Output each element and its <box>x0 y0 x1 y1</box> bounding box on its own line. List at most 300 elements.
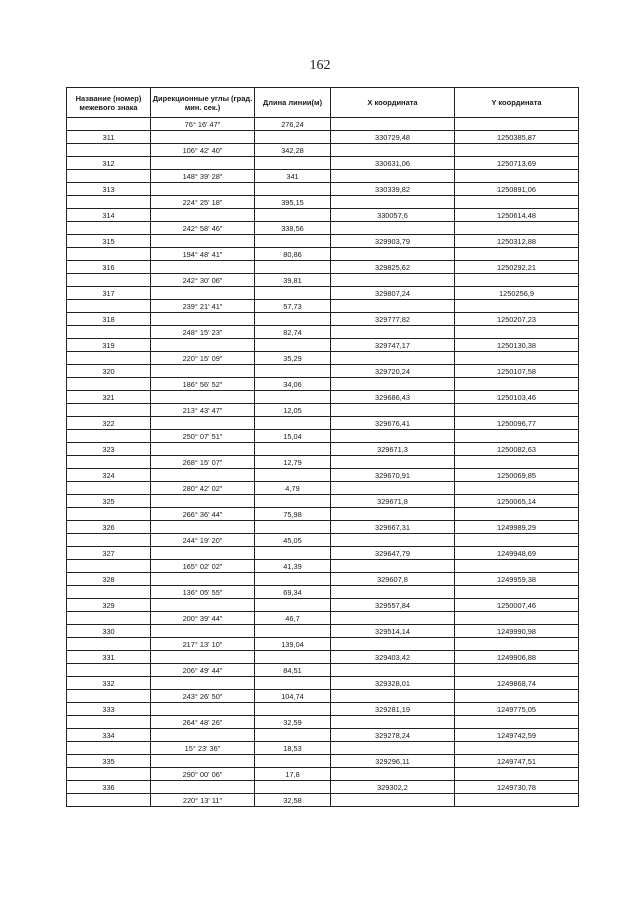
cell-mark-name: 332 <box>67 677 151 690</box>
cell-y-coordinate <box>455 508 579 521</box>
cell-mark-name <box>67 768 151 781</box>
cell-mark-name: 314 <box>67 209 151 222</box>
cell-y-coordinate: 1250065,14 <box>455 495 579 508</box>
cell-mark-name: 331 <box>67 651 151 664</box>
cell-y-coordinate <box>455 664 579 677</box>
cell-length: 15,04 <box>255 430 331 443</box>
cell-y-coordinate: 1249959,38 <box>455 573 579 586</box>
table-row <box>67 443 579 456</box>
cell-length: 35,29 <box>255 352 331 365</box>
cell-angle: 224° 25' 18" <box>151 196 255 209</box>
table-row <box>67 768 579 781</box>
cell-x-coordinate: 329686,43 <box>331 391 455 404</box>
cell-length: 395,15 <box>255 196 331 209</box>
cell-length <box>255 443 331 456</box>
cell-mark-name: 334 <box>67 729 151 742</box>
header-mark-name: Название (номер) межевого знака <box>67 88 151 118</box>
table-row <box>67 248 579 261</box>
cell-y-coordinate: 1250130,38 <box>455 339 579 352</box>
cell-x-coordinate: 329647,79 <box>331 547 455 560</box>
cell-length <box>255 417 331 430</box>
table-row <box>67 573 579 586</box>
cell-mark-name: 327 <box>67 547 151 560</box>
cell-x-coordinate <box>331 664 455 677</box>
cell-length: 338,56 <box>255 222 331 235</box>
cell-x-coordinate <box>331 768 455 781</box>
cell-x-coordinate <box>331 378 455 391</box>
table-row <box>67 482 579 495</box>
cell-angle: 194° 48' 41" <box>151 248 255 261</box>
cell-angle <box>151 417 255 430</box>
table-row <box>67 755 579 768</box>
cell-length <box>255 339 331 352</box>
table-row <box>67 300 579 313</box>
cell-length <box>255 235 331 248</box>
cell-mark-name <box>67 196 151 209</box>
cell-mark-name: 320 <box>67 365 151 378</box>
cell-mark-name: 326 <box>67 521 151 534</box>
cell-length <box>255 365 331 378</box>
cell-mark-name: 330 <box>67 625 151 638</box>
table-row <box>67 651 579 664</box>
cell-x-coordinate: 329607,8 <box>331 573 455 586</box>
cell-angle <box>151 339 255 352</box>
table-row <box>67 131 579 144</box>
cell-angle: 290° 00' 06" <box>151 768 255 781</box>
cell-y-coordinate <box>455 586 579 599</box>
cell-x-coordinate <box>331 586 455 599</box>
cell-angle: 244° 19' 20" <box>151 534 255 547</box>
cell-x-coordinate <box>331 118 455 131</box>
cell-angle: 148° 39' 28" <box>151 170 255 183</box>
cell-y-coordinate <box>455 274 579 287</box>
cell-y-coordinate <box>455 352 579 365</box>
table-row <box>67 586 579 599</box>
cell-y-coordinate: 1249775,05 <box>455 703 579 716</box>
table-row <box>67 235 579 248</box>
cell-mark-name <box>67 664 151 677</box>
cell-length: 39,81 <box>255 274 331 287</box>
header-y-coordinate: Y координата <box>455 88 579 118</box>
cell-mark-name <box>67 170 151 183</box>
header-x-coordinate: X координата <box>331 88 455 118</box>
cell-x-coordinate: 329676,41 <box>331 417 455 430</box>
table-row <box>67 625 579 638</box>
cell-y-coordinate <box>455 560 579 573</box>
cell-mark-name <box>67 690 151 703</box>
cell-mark-name: 323 <box>67 443 151 456</box>
cell-y-coordinate: 1249990,98 <box>455 625 579 638</box>
cell-y-coordinate <box>455 378 579 391</box>
cell-x-coordinate <box>331 300 455 313</box>
cell-mark-name <box>67 586 151 599</box>
table-row <box>67 508 579 521</box>
cell-angle <box>151 131 255 144</box>
cell-length <box>255 573 331 586</box>
cell-mark-name: 336 <box>67 781 151 794</box>
table-row <box>67 781 579 794</box>
table-row <box>67 196 579 209</box>
cell-y-coordinate <box>455 638 579 651</box>
table-row <box>67 222 579 235</box>
cell-length <box>255 547 331 560</box>
cell-length <box>255 677 331 690</box>
cell-x-coordinate: 329328,01 <box>331 677 455 690</box>
cell-angle: 136° 05' 55" <box>151 586 255 599</box>
cell-angle: 248° 15' 23" <box>151 326 255 339</box>
table-row <box>67 287 579 300</box>
cell-length <box>255 625 331 638</box>
cell-y-coordinate: 1249747,51 <box>455 755 579 768</box>
cell-length: 75,98 <box>255 508 331 521</box>
table-row <box>67 157 579 170</box>
cell-x-coordinate: 329514,14 <box>331 625 455 638</box>
cell-x-coordinate: 329777,82 <box>331 313 455 326</box>
table-row <box>67 794 579 807</box>
table-row <box>67 547 579 560</box>
table-row <box>67 729 579 742</box>
table-row <box>67 326 579 339</box>
cell-mark-name: 317 <box>67 287 151 300</box>
cell-angle <box>151 755 255 768</box>
cell-angle <box>151 573 255 586</box>
cell-mark-name: 324 <box>67 469 151 482</box>
table-row <box>67 170 579 183</box>
cell-angle <box>151 469 255 482</box>
table-row <box>67 209 579 222</box>
cell-x-coordinate <box>331 482 455 495</box>
cell-x-coordinate <box>331 612 455 625</box>
cell-x-coordinate <box>331 508 455 521</box>
cell-angle: 266° 36' 44" <box>151 508 255 521</box>
cell-mark-name <box>67 794 151 807</box>
cell-angle: 206° 49' 44" <box>151 664 255 677</box>
cell-y-coordinate: 1249868,74 <box>455 677 579 690</box>
cell-angle: 217° 13' 10" <box>151 638 255 651</box>
cell-mark-name <box>67 274 151 287</box>
cell-mark-name <box>67 326 151 339</box>
cell-y-coordinate <box>455 222 579 235</box>
cell-length <box>255 287 331 300</box>
cell-y-coordinate: 1250385,87 <box>455 131 579 144</box>
cell-x-coordinate: 329557,84 <box>331 599 455 612</box>
cell-y-coordinate <box>455 742 579 755</box>
table-row <box>67 716 579 729</box>
cell-x-coordinate: 329302,2 <box>331 781 455 794</box>
cell-mark-name: 322 <box>67 417 151 430</box>
cell-y-coordinate: 1250256,9 <box>455 287 579 300</box>
cell-angle <box>151 495 255 508</box>
cell-angle <box>151 313 255 326</box>
cell-mark-name <box>67 742 151 755</box>
cell-y-coordinate: 1250891,06 <box>455 183 579 196</box>
cell-length <box>255 261 331 274</box>
cell-length <box>255 755 331 768</box>
cell-mark-name <box>67 534 151 547</box>
cell-angle <box>151 365 255 378</box>
cell-angle: 200° 39' 44" <box>151 612 255 625</box>
cell-x-coordinate: 329670,91 <box>331 469 455 482</box>
cell-x-coordinate <box>331 274 455 287</box>
cell-angle: 239° 21' 41" <box>151 300 255 313</box>
cell-y-coordinate <box>455 716 579 729</box>
cell-length <box>255 209 331 222</box>
cell-mark-name <box>67 456 151 469</box>
table-row <box>67 521 579 534</box>
cell-length: 46,7 <box>255 612 331 625</box>
cell-x-coordinate: 329671,3 <box>331 443 455 456</box>
cell-angle <box>151 235 255 248</box>
cell-x-coordinate <box>331 352 455 365</box>
cell-length: 57,73 <box>255 300 331 313</box>
cell-angle <box>151 703 255 716</box>
cell-length: 4,79 <box>255 482 331 495</box>
cell-y-coordinate: 1250207,23 <box>455 313 579 326</box>
cell-mark-name <box>67 352 151 365</box>
cell-angle <box>151 651 255 664</box>
cell-angle: 268° 15' 07" <box>151 456 255 469</box>
cell-x-coordinate: 330729,48 <box>331 131 455 144</box>
cell-length: 32,58 <box>255 794 331 807</box>
cell-x-coordinate: 329278,24 <box>331 729 455 742</box>
cell-length: 69,34 <box>255 586 331 599</box>
table-row <box>67 703 579 716</box>
table-row <box>67 144 579 157</box>
table-row <box>67 261 579 274</box>
cell-y-coordinate: 1249989,29 <box>455 521 579 534</box>
table-row <box>67 404 579 417</box>
cell-angle: 220° 13' 11" <box>151 794 255 807</box>
cell-y-coordinate <box>455 144 579 157</box>
cell-length <box>255 651 331 664</box>
cell-mark-name: 319 <box>67 339 151 352</box>
cell-angle <box>151 677 255 690</box>
cell-y-coordinate <box>455 482 579 495</box>
cell-angle <box>151 287 255 300</box>
cell-mark-name <box>67 144 151 157</box>
cell-x-coordinate: 329671,8 <box>331 495 455 508</box>
cell-y-coordinate <box>455 300 579 313</box>
cell-mark-name: 328 <box>67 573 151 586</box>
cell-y-coordinate <box>455 430 579 443</box>
table-row <box>67 469 579 482</box>
table-row <box>67 365 579 378</box>
table-row <box>67 274 579 287</box>
cell-y-coordinate: 1250103,46 <box>455 391 579 404</box>
cell-x-coordinate: 330057,6 <box>331 209 455 222</box>
cell-x-coordinate: 329807,24 <box>331 287 455 300</box>
cell-y-coordinate: 1250082,63 <box>455 443 579 456</box>
cell-y-coordinate <box>455 768 579 781</box>
cell-length <box>255 599 331 612</box>
cell-mark-name <box>67 560 151 573</box>
cell-x-coordinate: 329720,24 <box>331 365 455 378</box>
cell-length: 41,39 <box>255 560 331 573</box>
table-row <box>67 339 579 352</box>
table-row <box>67 183 579 196</box>
cell-x-coordinate: 330339,82 <box>331 183 455 196</box>
cell-length <box>255 703 331 716</box>
cell-x-coordinate <box>331 716 455 729</box>
cell-angle <box>151 443 255 456</box>
cell-angle <box>151 781 255 794</box>
cell-y-coordinate: 1249906,88 <box>455 651 579 664</box>
table-row <box>67 599 579 612</box>
cell-length <box>255 729 331 742</box>
table-row <box>67 638 579 651</box>
boundary-marks-table <box>66 87 579 807</box>
cell-mark-name <box>67 716 151 729</box>
cell-angle: 15° 23' 36" <box>151 742 255 755</box>
cell-mark-name: 321 <box>67 391 151 404</box>
cell-x-coordinate <box>331 794 455 807</box>
cell-length <box>255 521 331 534</box>
cell-angle <box>151 157 255 170</box>
table-row <box>67 378 579 391</box>
table-row <box>67 560 579 573</box>
cell-y-coordinate: 1249742,59 <box>455 729 579 742</box>
cell-angle: 242° 58' 46" <box>151 222 255 235</box>
cell-angle: 213° 43' 47" <box>151 404 255 417</box>
cell-length <box>255 131 331 144</box>
cell-y-coordinate <box>455 404 579 417</box>
table-row <box>67 664 579 677</box>
cell-length: 80,86 <box>255 248 331 261</box>
cell-x-coordinate <box>331 248 455 261</box>
table-row <box>67 118 579 131</box>
cell-y-coordinate: 1250096,77 <box>455 417 579 430</box>
cell-angle: 280° 42' 02" <box>151 482 255 495</box>
cell-mark-name: 335 <box>67 755 151 768</box>
cell-length: 12,05 <box>255 404 331 417</box>
cell-length <box>255 391 331 404</box>
cell-mark-name: 329 <box>67 599 151 612</box>
cell-angle: 264° 48' 26" <box>151 716 255 729</box>
cell-y-coordinate <box>455 534 579 547</box>
cell-length: 32,59 <box>255 716 331 729</box>
cell-angle: 76° 16' 47" <box>151 118 255 131</box>
cell-mark-name: 315 <box>67 235 151 248</box>
cell-length: 34,06 <box>255 378 331 391</box>
table-row <box>67 690 579 703</box>
cell-length <box>255 469 331 482</box>
cell-y-coordinate <box>455 326 579 339</box>
cell-mark-name <box>67 612 151 625</box>
cell-y-coordinate <box>455 248 579 261</box>
cell-x-coordinate <box>331 456 455 469</box>
cell-y-coordinate <box>455 118 579 131</box>
cell-y-coordinate: 1250069,85 <box>455 469 579 482</box>
cell-angle: 186° 56' 52" <box>151 378 255 391</box>
cell-length: 17,8 <box>255 768 331 781</box>
cell-length <box>255 781 331 794</box>
cell-x-coordinate: 329281,19 <box>331 703 455 716</box>
cell-length <box>255 157 331 170</box>
cell-angle <box>151 261 255 274</box>
cell-length: 276,24 <box>255 118 331 131</box>
cell-y-coordinate: 1250312,88 <box>455 235 579 248</box>
cell-mark-name: 325 <box>67 495 151 508</box>
table-row <box>67 612 579 625</box>
cell-length: 18,53 <box>255 742 331 755</box>
cell-angle: 250° 07' 51" <box>151 430 255 443</box>
cell-mark-name <box>67 430 151 443</box>
table-row <box>67 313 579 326</box>
cell-y-coordinate: 1250292,21 <box>455 261 579 274</box>
cell-angle <box>151 625 255 638</box>
table-row <box>67 742 579 755</box>
cell-length: 12,79 <box>255 456 331 469</box>
table-row <box>67 417 579 430</box>
page-number: 162 <box>309 58 331 73</box>
cell-x-coordinate <box>331 222 455 235</box>
cell-angle: 220° 15' 09" <box>151 352 255 365</box>
cell-x-coordinate: 329667,31 <box>331 521 455 534</box>
cell-length <box>255 495 331 508</box>
cell-angle <box>151 209 255 222</box>
cell-mark-name <box>67 378 151 391</box>
cell-length: 45,05 <box>255 534 331 547</box>
cell-angle: 242° 30' 06" <box>151 274 255 287</box>
cell-y-coordinate <box>455 170 579 183</box>
cell-angle: 243° 26' 50" <box>151 690 255 703</box>
cell-length: 341 <box>255 170 331 183</box>
cell-x-coordinate <box>331 638 455 651</box>
cell-x-coordinate: 329825,62 <box>331 261 455 274</box>
cell-length: 139,04 <box>255 638 331 651</box>
cell-y-coordinate: 1250713,69 <box>455 157 579 170</box>
cell-length: 342,28 <box>255 144 331 157</box>
cell-mark-name: 313 <box>67 183 151 196</box>
cell-x-coordinate <box>331 560 455 573</box>
cell-y-coordinate <box>455 690 579 703</box>
header-angles: Дирекционные углы (град. мин. сек.) <box>151 88 255 118</box>
cell-angle <box>151 183 255 196</box>
cell-length <box>255 313 331 326</box>
table-body <box>67 118 579 807</box>
cell-y-coordinate: 1250614,48 <box>455 209 579 222</box>
table-row <box>67 534 579 547</box>
cell-mark-name <box>67 404 151 417</box>
cell-x-coordinate: 329403,42 <box>331 651 455 664</box>
table-row <box>67 495 579 508</box>
cell-length: 84,51 <box>255 664 331 677</box>
cell-x-coordinate <box>331 742 455 755</box>
cell-x-coordinate <box>331 170 455 183</box>
cell-mark-name: 333 <box>67 703 151 716</box>
cell-y-coordinate <box>455 612 579 625</box>
cell-angle: 106° 42' 40" <box>151 144 255 157</box>
cell-mark-name: 312 <box>67 157 151 170</box>
cell-x-coordinate <box>331 196 455 209</box>
cell-x-coordinate: 329296,11 <box>331 755 455 768</box>
cell-angle <box>151 391 255 404</box>
table-row <box>67 430 579 443</box>
cell-x-coordinate <box>331 534 455 547</box>
cell-mark-name <box>67 248 151 261</box>
cell-mark-name <box>67 222 151 235</box>
cell-y-coordinate <box>455 456 579 469</box>
header-length: Длина линии(м) <box>255 88 331 118</box>
cell-mark-name: 318 <box>67 313 151 326</box>
cell-y-coordinate: 1249730,78 <box>455 781 579 794</box>
cell-x-coordinate <box>331 430 455 443</box>
cell-x-coordinate: 329747,17 <box>331 339 455 352</box>
cell-length: 104,74 <box>255 690 331 703</box>
cell-angle <box>151 547 255 560</box>
cell-angle: 165° 02' 02" <box>151 560 255 573</box>
cell-mark-name <box>67 638 151 651</box>
